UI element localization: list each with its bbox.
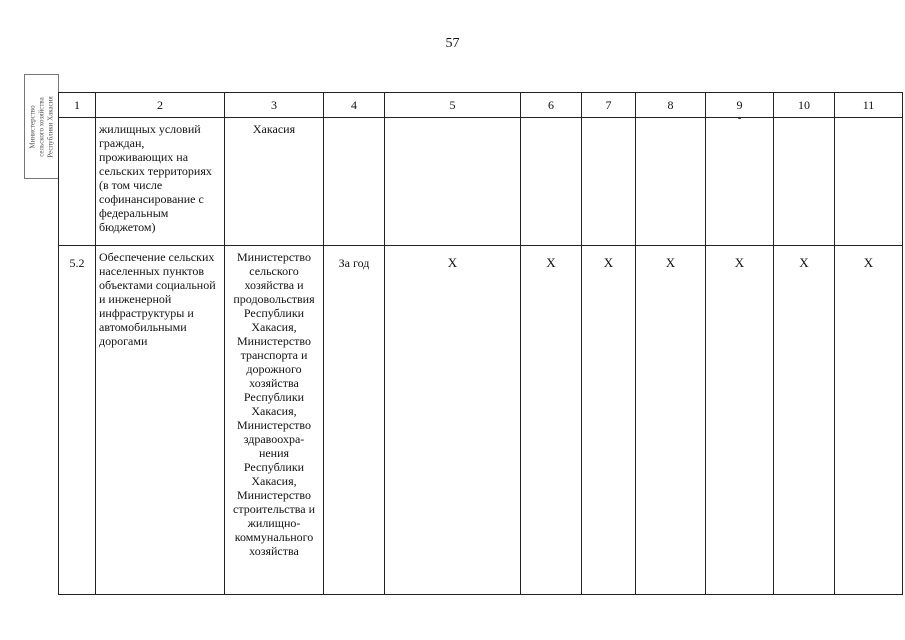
x-mark-cell: Х [774, 246, 835, 595]
column-header: 10 [774, 93, 835, 118]
column-header: 9 [706, 93, 774, 118]
column-header: 2 [96, 93, 225, 118]
table-cell [774, 118, 835, 246]
column-header: 8 [636, 93, 706, 118]
stamp-line: сельского хозяйства [37, 96, 45, 157]
table-cell [385, 118, 521, 246]
table-cell [636, 118, 706, 246]
x-mark-cell: Х [521, 246, 582, 595]
stamp-line: Министерство [28, 104, 36, 149]
x-mark-cell: Х [636, 246, 706, 595]
header-row [59, 93, 903, 118]
table-cell [59, 118, 96, 246]
stamp-text [28, 77, 55, 177]
column-header: 6 [521, 93, 582, 118]
table-cell [582, 118, 636, 246]
x-mark-cell: Х [706, 246, 774, 595]
table-cell [521, 118, 582, 246]
column-header: 11 [835, 93, 903, 118]
dash-mark: - [737, 113, 742, 124]
x-mark-cell: Х [835, 246, 903, 595]
column-header: 5 [385, 93, 521, 118]
column-header: 7 [582, 93, 636, 118]
column-header: 3 [225, 93, 324, 118]
executor-cell: Министерство сельского хозяйства и продовольствия Республики Хакасия, Министерство транспорта и дорожного хозяйства Республики Хакасия, Министерство здравоохра- нения Республики Хакасия, Министерство строительства и жилищно- коммунального хозяйства [225, 246, 324, 595]
page-number: 57 [445, 36, 460, 51]
registration-stamp [24, 74, 59, 179]
x-mark-cell: Х [582, 246, 636, 595]
row-number-cell: 5.2 [59, 246, 96, 595]
program-table [58, 92, 903, 595]
column-header: 1 [59, 93, 96, 118]
executor-cell: Хакасия [225, 118, 324, 246]
stamp-line: Республики Хакасия [46, 95, 54, 158]
table-cell [706, 113, 774, 246]
table-cell [324, 118, 385, 246]
event-title-cell: Обеспечение сельских населенных пунктов объектами социальной и инженерной инфраструктуры и автомобильными дорогами [96, 246, 225, 595]
x-mark-cell: Х [385, 246, 521, 595]
table-row-5-2 [59, 246, 903, 595]
table-cell [835, 118, 903, 246]
table-row-continuation [59, 118, 903, 246]
event-title-cell: жилищных условий граждан, проживающих на сельских территориях (в том числе софинансирование с федеральным бюджетом) [96, 118, 225, 246]
column-header: 4 [324, 93, 385, 118]
period-cell: За год [324, 246, 385, 595]
